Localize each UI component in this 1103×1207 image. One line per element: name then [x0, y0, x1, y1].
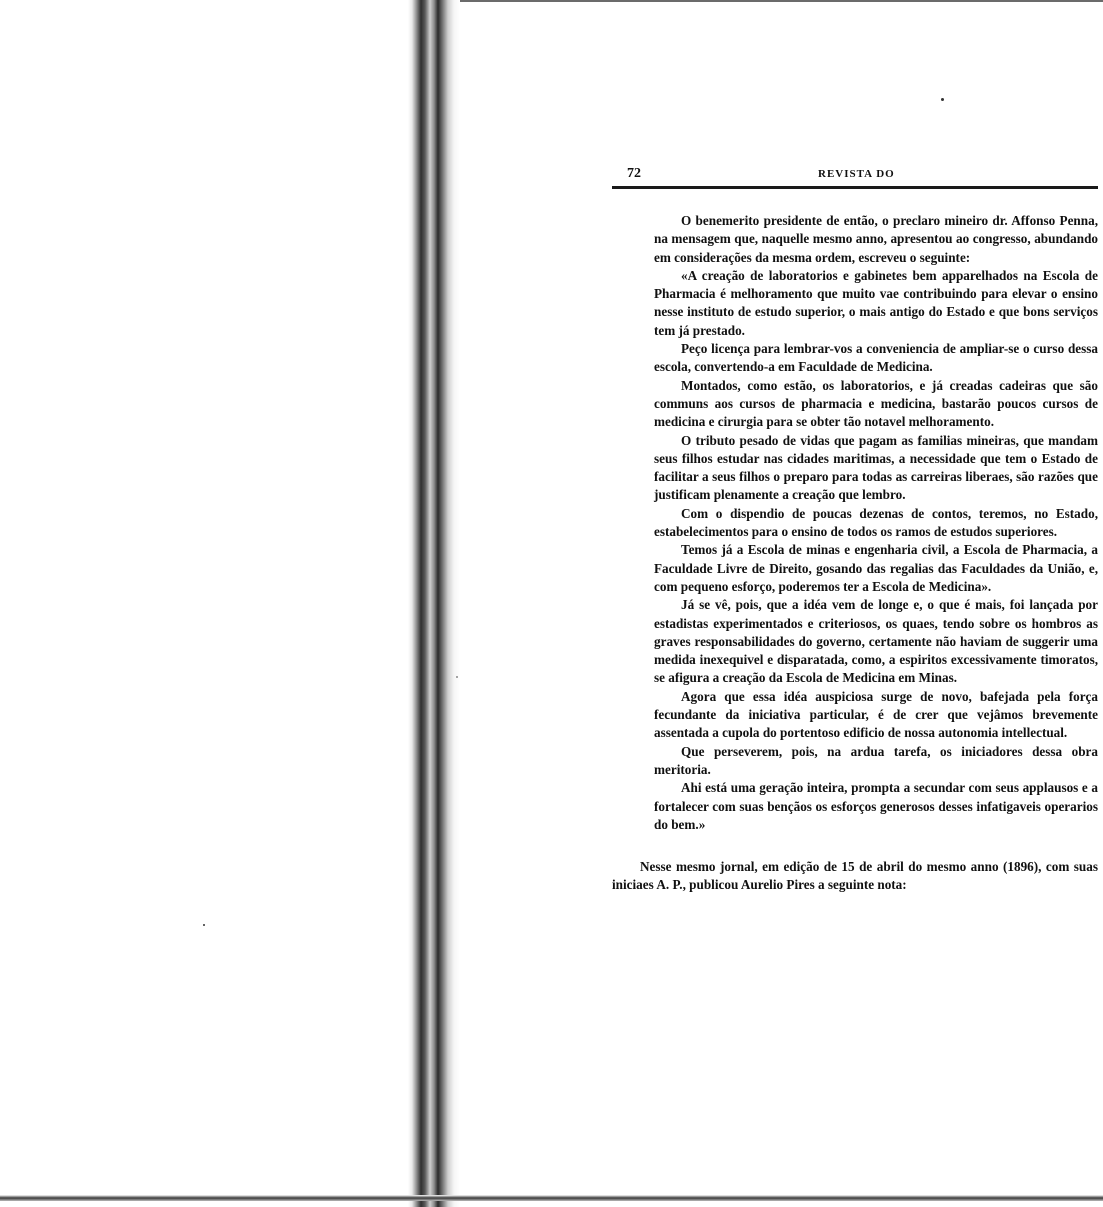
paragraph: Com o dispendio de poucas dezenas de contos, teremos, no Estado, estabelecimentos para o ensino de todos os ramos de estudos superiores. [654, 505, 1098, 540]
paragraph: Ahi está uma geração inteira, prompta a secundar com seus applausos e a fortalecer com suas bençãos os esforços generosos desses infatigaveis operarios do bem.» [654, 780, 1098, 832]
page-bottom-edge [0, 1195, 1103, 1201]
paragraph: Temos já a Escola de minas e engenharia civil, a Escola de Pharmacia, a Faculdade Livre de Direito, gosando das regalias das Faculdades da União, e, com pequeno esforço, poderemos ter a Escola de Medicina». [654, 542, 1098, 594]
body-text [612, 858, 1098, 895]
paragraph: O tributo pesado de vidas que pagam as familias mineiras, que mandam seus filhos estudar nas cidades maritimas, a necessidade que tem o Estado de facilitar a seus filhos o preparo para todas as carreiras liberaes, são razões que justificam plenamente a creação que lembro. [654, 432, 1098, 503]
page-header [612, 164, 1098, 186]
paragraph: Já se vê, pois, que a idéa vem de longe e, o que é mais, foi lançada por estadistas experimentados e criteriosos, os quaes, tendo sobre os hombros as graves responsabilidades do governo, certamente não haviam de suggerir uma medida inexequivel e disparatada, como, a espiritos excessivamente timoratos, se afigura a creação da Escola de Medicina em Minas. [654, 597, 1098, 686]
paper-speck [456, 676, 458, 678]
indented-quotation [612, 212, 1098, 834]
paper-speck [203, 924, 205, 926]
paragraph: Que perseverem, pois, na ardua tarefa, os iniciadores dessa obra meritoria. [654, 743, 1098, 777]
paragraph: «A creação de laboratorios e gabinetes bem apparelhados na Escola de Pharmacia é melhoramento que muito vae contribuindo para elevar o ensino nesse instituto de estudo superior, o mais antigo do Estado e que bons serviços tem já prestado. [654, 267, 1098, 338]
paper-speck [941, 98, 944, 101]
paragraph: Nesse mesmo jornal, em edição de 15 de abril do mesmo anno (1896), com suas iniciaes A. P., publicou Aurelio Pires a seguinte nota: [612, 859, 1098, 893]
book-gutter [408, 0, 460, 1207]
paragraph: O benemerito presidente de então, o preclaro mineiro dr. Affonso Penna, na mensagem que, naquelle mesmo anno, apresentou ao congresso, abundando em considerações da mesma ordem, escreveu o seguinte: [654, 213, 1098, 265]
paragraph: Montados, como estão, os laboratorios, e já creadas cadeiras que são communs aos cursos de pharmacia e medicina, bastarão poucos cursos de medicina e cirurgia para se obter tão notavel melhoramento. [654, 377, 1098, 430]
right-page [612, 164, 1098, 895]
running-head: REVISTA DO [818, 168, 895, 180]
page-number: 72 [627, 166, 641, 181]
page-top-edge [460, 0, 1103, 2]
header-rule [612, 186, 1098, 189]
paragraph: Agora que essa idéa auspiciosa surge de novo, bafejada pela força fecundante da iniciativa particular, é de crer que vejâmos brevemente assentada a cupola do portentoso edificio de nossa autonomia intellectual. [654, 688, 1098, 741]
paragraph: Peço licença para lembrar-vos a conveniencia de ampliar-se o curso dessa escola, convertendo-a em Faculdade de Medicina. [654, 341, 1098, 375]
